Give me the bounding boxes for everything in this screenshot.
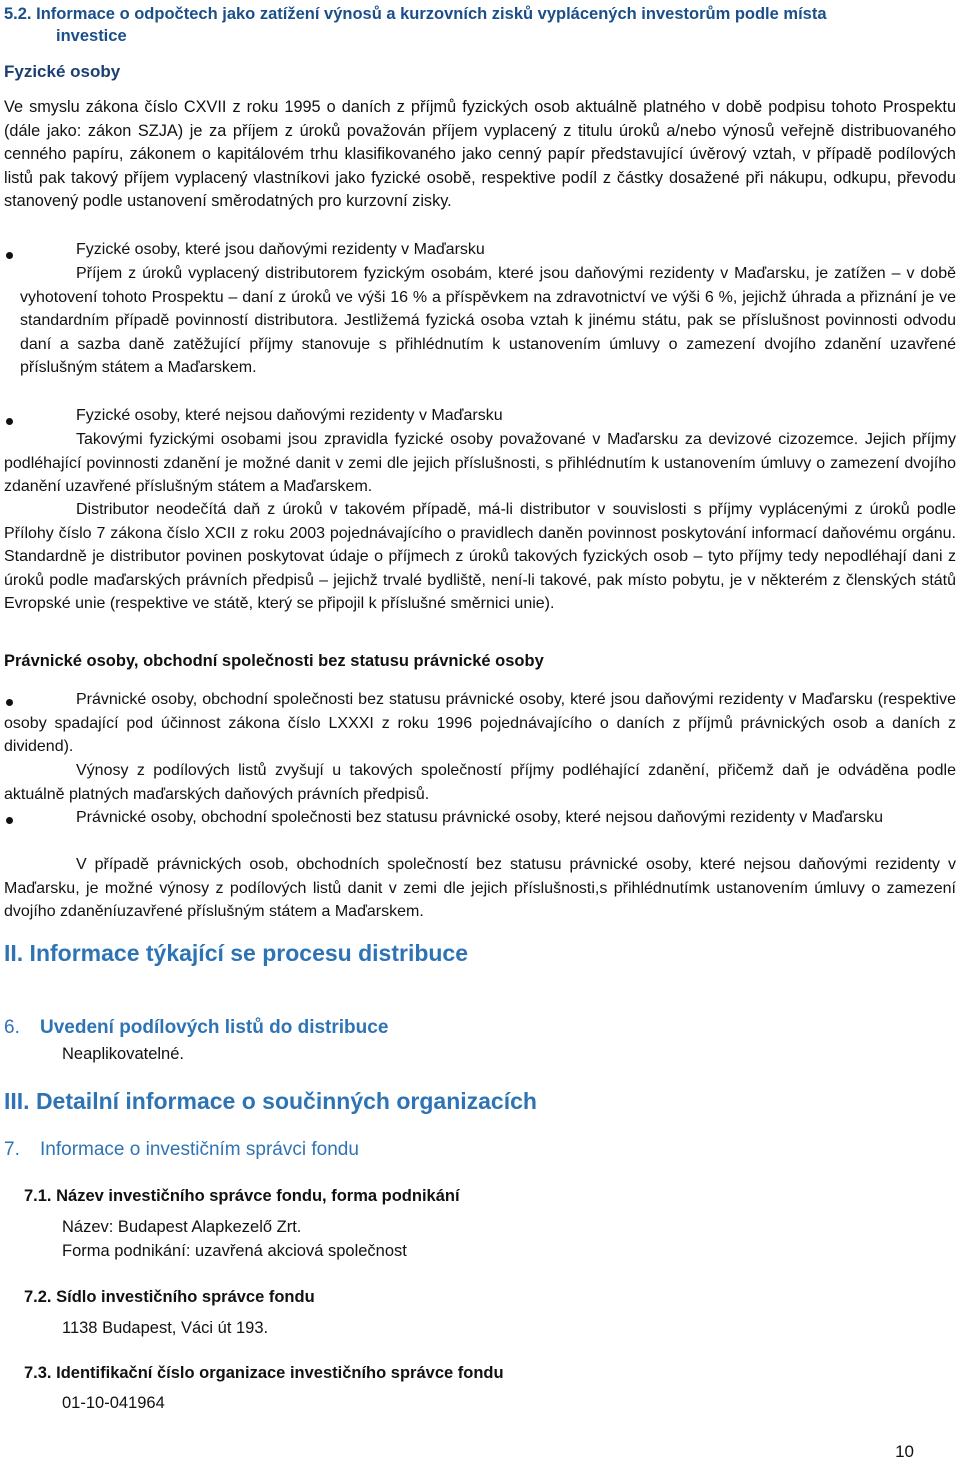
section-title-pravnicke: Právnické osoby, obchodní společnosti bez statusu právnické osoby bbox=[4, 652, 544, 670]
section-6-number: 6. bbox=[4, 1017, 20, 1038]
section-6-title: Uvedení podílových listů do distribuce bbox=[40, 1017, 389, 1038]
section-7-number: 7. bbox=[4, 1139, 20, 1160]
section-7-2-title: Sídlo investičního správce fondu bbox=[56, 1288, 315, 1306]
pravnicke-bullet1-text: Právnické osoby, obchodní společnosti bez statusu právnické osoby, které jsou daňovými rezidenty v Maďarsku (respektive osoby spadající pod účinnost zákona číslo LXXXI z roku 1996 pojednávajícího o daních z příjmů právnických osob a daních z dividend). bbox=[4, 691, 956, 755]
section-7-3-heading bbox=[24, 1364, 504, 1383]
section-7-2-number: 7.2. bbox=[24, 1288, 52, 1306]
section-7-3-number: 7.3. bbox=[24, 1364, 52, 1382]
part-II-title: II. Informace týkající se procesu distribuce bbox=[4, 940, 469, 966]
pravnicke-bullet2-title: Právnické osoby, obchodní společnosti bez statusu právnické osoby, které nejsou daňovými rezidenty v Maďarsku bbox=[76, 809, 883, 826]
heading-5-2-line1: Informace o odpočtech jako zatížení výnosů a kurzovních zisků vyplácených investorům podle místa bbox=[36, 5, 827, 23]
bullet1-title: Fyzické osoby, které jsou daňovými rezidenty v Maďarsku bbox=[76, 241, 485, 258]
paragraph-intro: Ve smyslu zákona číslo CXVII z roku 1995 o daních z příjmů fyzických osob aktuálně platného v době podpisu tohoto Prospektu (dále jako: zákon SZJA) je za příjem z úroků považován příjem vyplacený z titulu úroků a/nebo výnosů veřejně distribuovaného cenného papíru, zákonem o kapitálovém trhu klasifikovaného jako cenný papír představující úvěrový vztah, v případě podílových listů pak takový příjem vyplacený vlastníkovi jako fyzické osobě, respektive podíl z částky dosažené při nákupu, odkupu, převodu stanovený podle ustanovení směrodatných pro kurzovní zisky. bbox=[4, 98, 956, 210]
section-7-3-line1: 01-10-041964 bbox=[62, 1394, 165, 1412]
heading-5-2 bbox=[4, 3, 944, 47]
bullet2-title: Fyzické osoby, které nejsou daňovými rezidenty v Maďarsku bbox=[76, 407, 503, 424]
pravnicke-bullet2-text: V případě právnických osob, obchodních společností bez statusu právnické osoby, které nejsou daňovými rezidenty v Maďarsku, je možné výnosy z podílových listů danit v zemi dle jejich příslušnosti,s přihlédnutímk ustanovením úmluvy o zamezení dvojího zdaněníuzavřené příslušným státem a Maďarskem. bbox=[4, 856, 956, 920]
section-7-1-number: 7.1. bbox=[24, 1187, 52, 1205]
section-7-heading bbox=[4, 1139, 359, 1161]
section-6-text: Neaplikovatelné. bbox=[62, 1045, 184, 1063]
bullet2-text2: Distributor neodečítá daň z úroků v takovém případě, má-li distributor v souvislosti s příjmy vyplácenými z úroků podle Přílohy číslo 7 zákona číslo XCII z roku 2003 pojednávajícího o pravidlech daněn povinnost poskytování informací daňovému orgánu. Standardně je distributor povinen poskytovat údaje o příjmech z úroků takových fyzických osob – tyto příjmy tedy nepodléhají dani z úroků podle maďarských právních předpisů – jejichž trvalé bydliště, není-li takové, pak místo pobytu, je v některém z členských států Evropské unie (respektive ve státě, který se připojil k příslušné směrnici unie). bbox=[4, 501, 956, 612]
section-7-1-line1: Název: Budapest Alapkezelő Zrt. bbox=[62, 1218, 302, 1236]
section-6-heading bbox=[4, 1017, 388, 1039]
section-7-title: Informace o investičním správci fondu bbox=[40, 1139, 359, 1160]
bullet2-text: Takovými fyzickými osobami jsou zpravidla fyzické osoby považované v Maďarsku za devizové cizozemce. Jejich příjmy podléhající povinnosti zdanění je možné danit v zemi dle jejich příslušnosti, s přihlédnutím k ustanovením úmluvy o zamezení dvojího zdanění uzavřené příslušným státem a Maďarskem. bbox=[4, 431, 956, 495]
section-7-1-line2: Forma podnikání: uzavřená akciová společnost bbox=[62, 1242, 407, 1260]
heading-5-2-number: 5.2. bbox=[4, 5, 32, 23]
page-number: 10 bbox=[895, 1442, 914, 1461]
part-III-title: III. Detailní informace o součinných organizacích bbox=[4, 1088, 537, 1114]
bullet-icon bbox=[6, 418, 16, 428]
pravnicke-bullet1-text2: Výnosy z podílových listů zvyšují u takových společností příjmy podléhající zdanění, přičemž daň je odváděna podle aktuálně platných maďarských daňových právních předpisů. bbox=[4, 762, 956, 803]
heading-5-2-line2: investice bbox=[56, 27, 127, 45]
section-7-2-line1: 1138 Budapest, Váci út 193. bbox=[62, 1319, 269, 1337]
section-7-1-title: Název investičního správce fondu, forma podnikání bbox=[56, 1187, 460, 1205]
section-7-1-heading bbox=[24, 1187, 460, 1206]
bullet-icon bbox=[6, 252, 16, 262]
section-title-fyzicke: Fyzické osoby bbox=[4, 62, 121, 81]
section-7-3-title: Identifikační číslo organizace investičního správce fondu bbox=[56, 1364, 504, 1382]
section-7-2-heading bbox=[24, 1288, 315, 1307]
bullet1-text: Příjem z úroků vyplacený distributorem fyzickým osobám, které jsou daňovými rezidenty v Maďarsku, je zatížen – v době vyhotovení tohoto Prospektu – daní z úroků ve výši 16 % a příspěvkem na zdravotnictví ve výši 6 %, jejichž úhrada a přiznání je ve standardním případě povinností distributora. Jestližemá fyzická osoba vztah k jinému státu, pak se příslušnost povinnosti odvodu daní a sazba daně zatěžující příjmy stanovuje s přihlédnutím k ustanovením úmluvy o zamezení dvojího zdanění uzavřené příslušným státem a Maďarskem. bbox=[20, 265, 956, 376]
